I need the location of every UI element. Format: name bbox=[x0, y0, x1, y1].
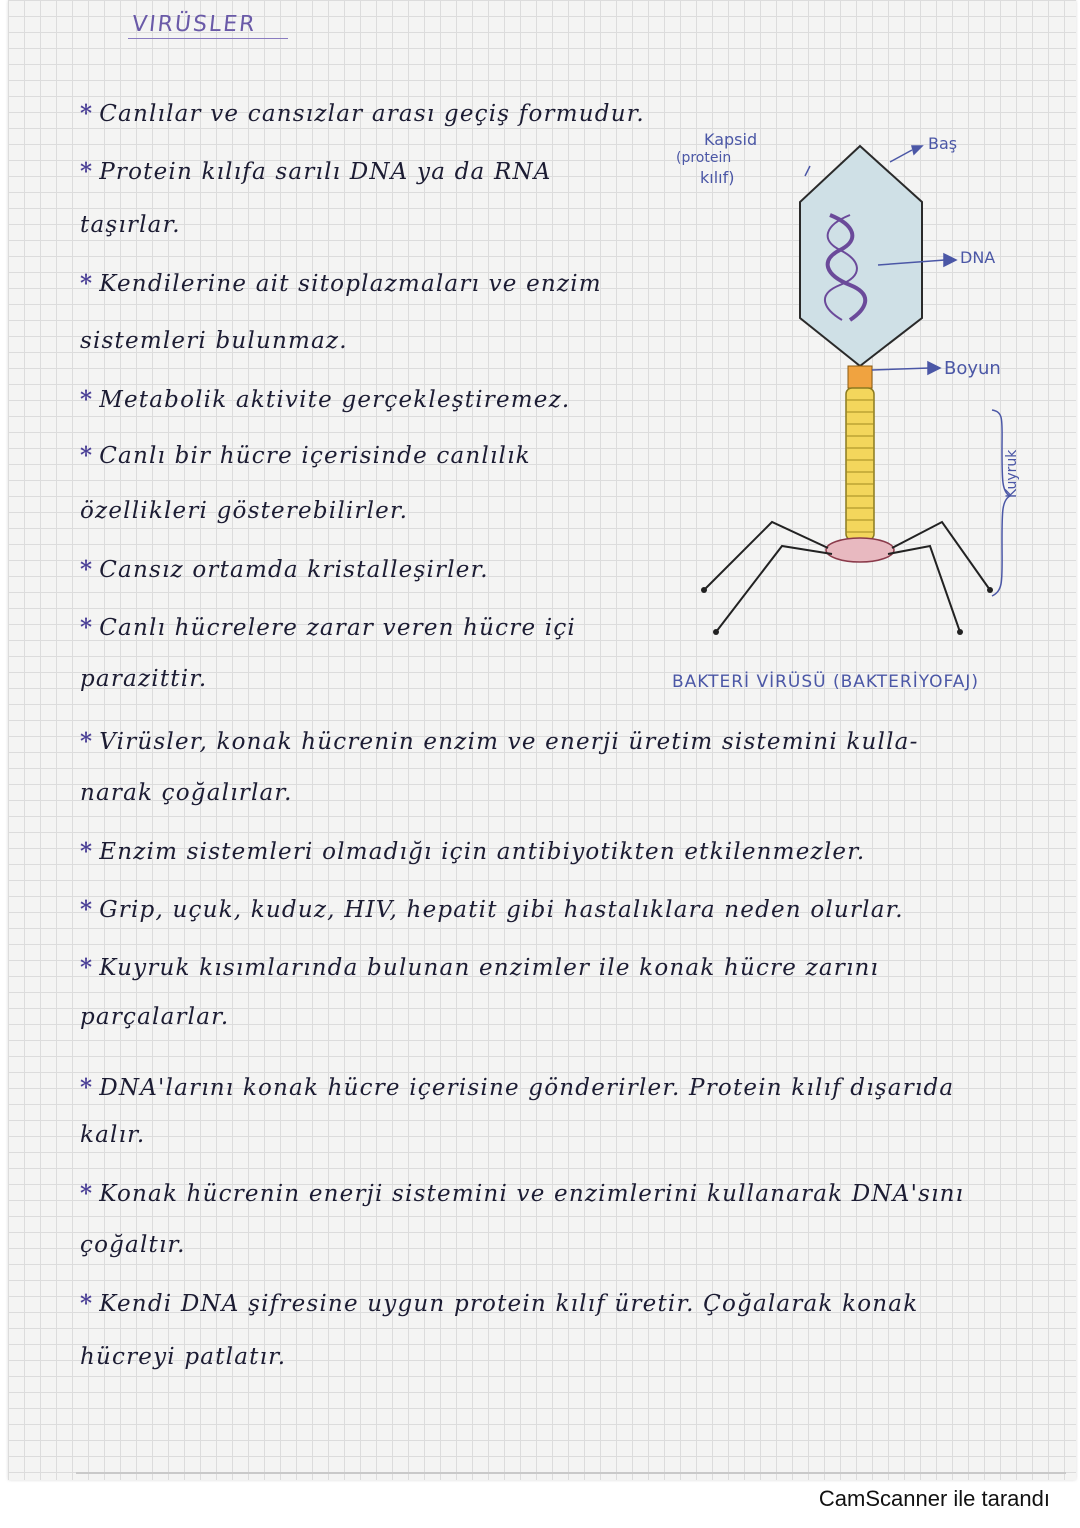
bullet-star: * bbox=[80, 386, 94, 413]
note-line bbox=[80, 666, 207, 692]
note-line bbox=[80, 498, 408, 524]
note-text: parazittir. bbox=[80, 666, 208, 692]
note-line bbox=[80, 1122, 145, 1148]
kapsid-label: Kapsid bbox=[704, 130, 758, 149]
note-line bbox=[80, 1290, 918, 1317]
neck bbox=[848, 366, 872, 388]
note-text: Canlı bir hücre içerisinde canlılık bbox=[99, 443, 531, 469]
note-text: kalır. bbox=[80, 1122, 146, 1148]
note-text: sistemleri bulunmaz. bbox=[80, 328, 348, 354]
note-line bbox=[80, 556, 489, 583]
bacteriophage-drawing bbox=[660, 120, 1060, 720]
bullet-star: * bbox=[80, 442, 94, 469]
note-line bbox=[80, 896, 904, 923]
page-bottom-rule bbox=[76, 1472, 1066, 1474]
kuyruk-label: Kuyruk bbox=[1004, 449, 1020, 498]
note-text: parçalarlar. bbox=[80, 1004, 230, 1030]
kapsid-label-2: (protein bbox=[676, 150, 732, 166]
note-text: hücreyi patlatır. bbox=[80, 1344, 287, 1370]
note-text: Grip, uçuk, kuduz, HIV, hepatit gibi hastalıklara neden olurlar. bbox=[99, 897, 904, 923]
note-text: Virüsler, konak hücrenin enzim ve enerji üretim sistemini kulla- bbox=[99, 729, 919, 755]
scanner-footer: CamScanner ile tarandı bbox=[818, 1486, 1050, 1511]
note-text: Kendilerine ait sitoplazmaları ve enzim bbox=[99, 271, 602, 297]
kapsid-label-3: kılıf) bbox=[700, 168, 735, 187]
dna-label: DNA bbox=[960, 248, 996, 267]
note-line bbox=[80, 780, 293, 806]
bullet-star: * bbox=[80, 1180, 94, 1207]
note-text: Konak hücrenin enerji sistemini ve enzimlerini kullanarak DNA'sını bbox=[99, 1181, 965, 1207]
kuyruk-brace bbox=[992, 410, 1010, 596]
note-line bbox=[80, 1004, 229, 1030]
note-line bbox=[80, 100, 645, 127]
bullet-star: * bbox=[80, 896, 94, 923]
note-line bbox=[80, 270, 602, 297]
note-line bbox=[80, 212, 181, 238]
note-line bbox=[80, 1180, 964, 1207]
note-text: Kendi DNA şifresine uygun protein kılıf üretir. Çoğalarak konak bbox=[99, 1291, 919, 1317]
note-text: taşırlar. bbox=[80, 212, 181, 238]
note-text: Canlı hücrelere zarar veren hücre içi bbox=[99, 615, 576, 641]
note-text: Kuyruk kısımlarında bulunan enzimler ile konak hücre zarını bbox=[99, 955, 880, 981]
title-underline bbox=[128, 38, 288, 39]
note-text: çoğaltır. bbox=[80, 1232, 186, 1258]
note-text: Cansız ortamda kristalleşirler. bbox=[99, 557, 489, 583]
bullet-star: * bbox=[80, 158, 94, 185]
bullet-star: * bbox=[80, 614, 94, 641]
note-line bbox=[80, 386, 570, 413]
bullet-star: * bbox=[80, 838, 94, 865]
bas-label: Baş bbox=[928, 134, 958, 153]
note-line bbox=[80, 1232, 186, 1258]
note-text: Protein kılıfa sarılı DNA ya da RNA bbox=[99, 159, 552, 185]
boyun-label: Boyun bbox=[944, 358, 1001, 379]
bacteriophage-diagram bbox=[660, 120, 1060, 720]
page-title: VIRÜSLER bbox=[130, 12, 258, 37]
base-plate bbox=[826, 538, 894, 562]
note-line bbox=[80, 1344, 286, 1370]
note-line bbox=[80, 954, 879, 981]
note-text: DNA'larını konak hücre içerisine gönderirler. Protein kılıf dışarıda bbox=[99, 1075, 955, 1101]
note-text: Canlılar ve cansızlar arası geçiş formudur. bbox=[99, 101, 645, 127]
bullet-star: * bbox=[80, 556, 94, 583]
note-text: özellikleri gösterebilirler. bbox=[80, 498, 409, 524]
note-line bbox=[80, 442, 531, 469]
diagram-caption: BAKTERİ VİRÜSÜ (BAKTERİYOFAJ) bbox=[672, 672, 980, 692]
note-line bbox=[80, 838, 865, 865]
bullet-star: * bbox=[80, 728, 94, 755]
note-text: Enzim sistemleri olmadığı için antibiyotikten etkilenmezler. bbox=[99, 839, 866, 865]
note-line bbox=[80, 1074, 954, 1101]
note-line bbox=[80, 728, 919, 755]
note-text: narak çoğalırlar. bbox=[80, 780, 293, 806]
capsid-head bbox=[800, 146, 922, 366]
tail-sheath bbox=[846, 388, 874, 540]
bullet-star: * bbox=[80, 1290, 94, 1317]
note-line bbox=[80, 328, 348, 354]
bullet-star: * bbox=[80, 270, 94, 297]
bullet-star: * bbox=[80, 954, 94, 981]
bullet-star: * bbox=[80, 100, 94, 127]
note-line bbox=[80, 158, 552, 185]
note-line bbox=[80, 614, 576, 641]
note-text: Metabolik aktivite gerçekleştiremez. bbox=[99, 387, 571, 413]
bullet-star: * bbox=[80, 1074, 94, 1101]
